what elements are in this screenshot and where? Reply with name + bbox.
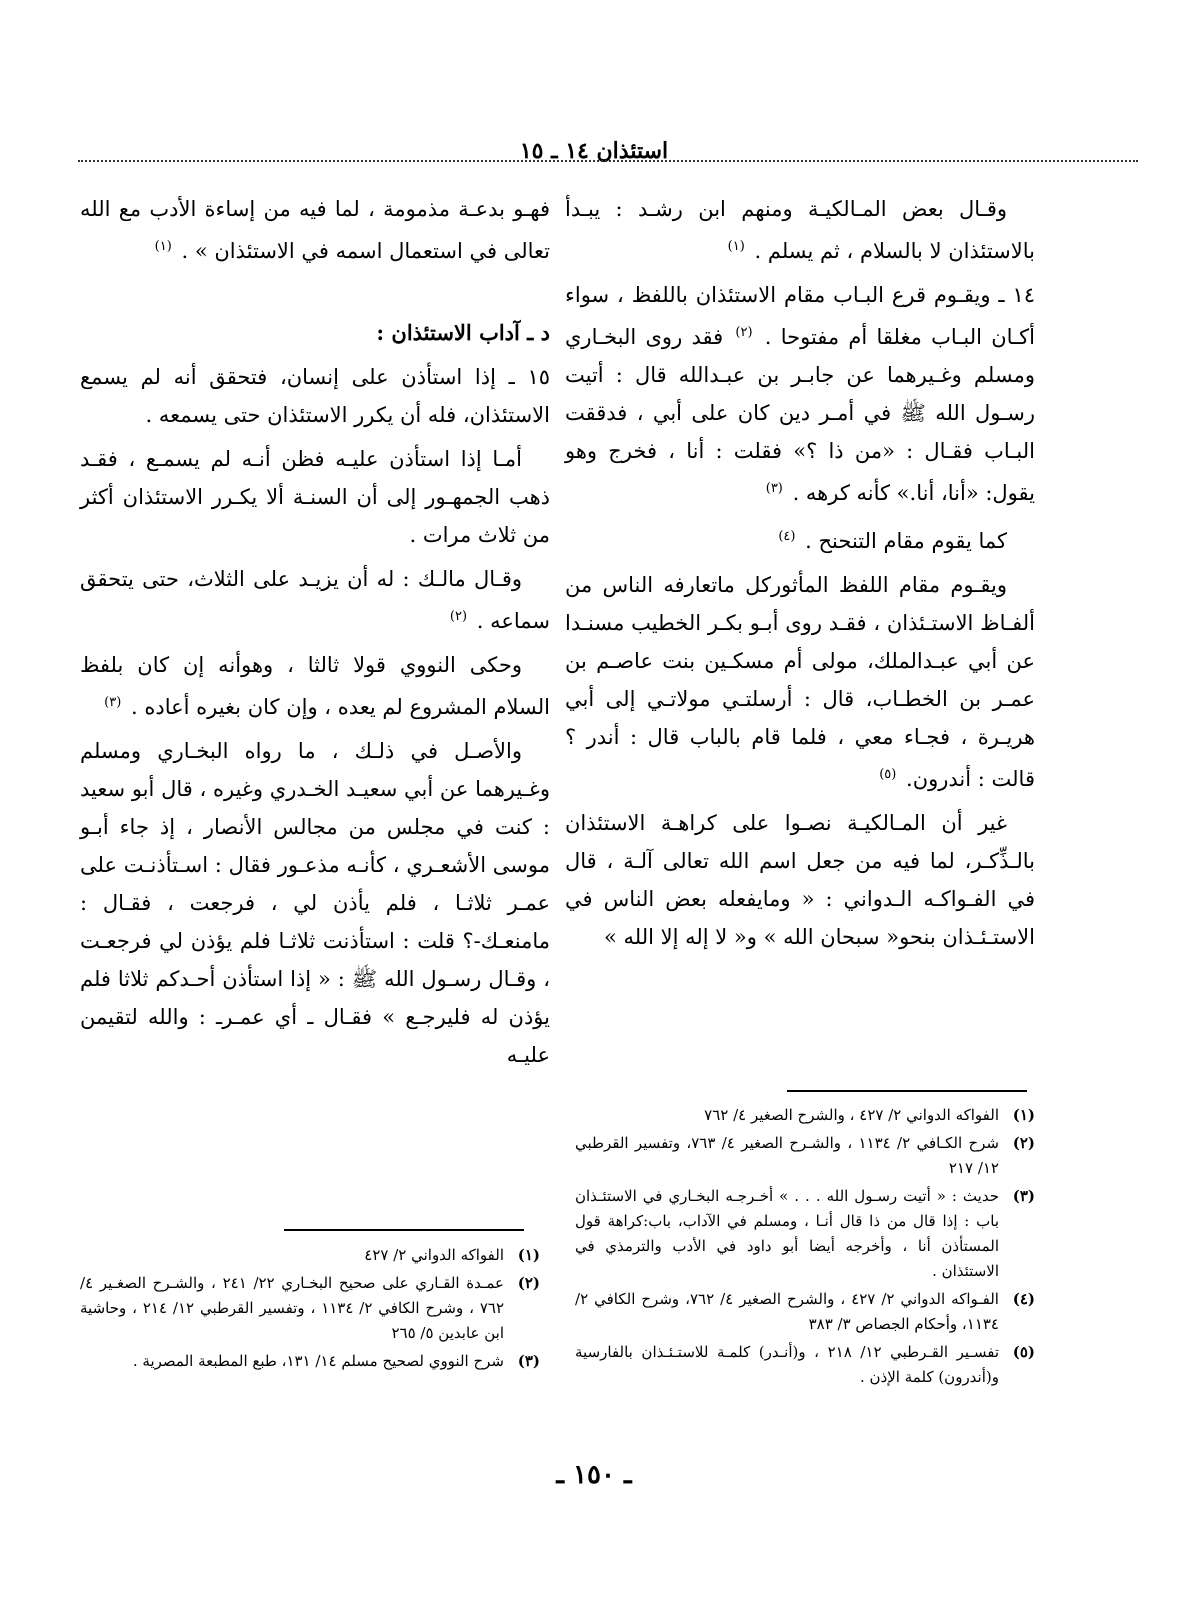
footnotes-left — [80, 1243, 540, 1377]
header-dotted-rule — [78, 160, 1138, 162]
footnote: (٢) عمـدة القـاري على صحيح البخـاري ٢٢/ ٢٤١ ، والشـرح الصغـير ٤/ ٧٦٢ ، وشرح الكافي ٢/ ١١٣٤ ، وتفسير القرطبي ١٢/ ٢١٤ ، وحاشية ابن عابدين ٥/ ٢٦٥ — [80, 1274, 540, 1342]
footnote-marker: (٣) — [104, 695, 122, 710]
paragraph: ١٤ ـ ويقـوم قرع البـاب مقام الاستئذان باللفظ ، سواء أكـان البـاب مغلقا أم مفتوحا . $^{(٢)}$ فقد روى البخـاري ومسلم وغـيرهما عن جابـر بن عبـدالله قال : أتيت رسـول الله ﷺ في أمـر دين كان على أبي ، فدققت البـاب فقـال : «من ذا ؟» فقلت : أنا ، فخرج وهو يقول: «أنا، أنا.» كأنه كرهه . $^{(٣)}$ — [565, 283, 1035, 505]
footnote-marker: (٢) — [449, 609, 468, 624]
footnote: (٤) الفـواكه الدواني ٢/ ٤٢٧ ، والشرح الصغير ٤/ ٧٦٢، وشرح الكافي ٢/ ١١٣٤، وأحكام الجصاص ٣/ ٣٨٣ — [575, 1290, 1035, 1333]
paragraph: وحكى النووي قولا ثالثا ، وهوأنه إن كان بلفظ السلام المشروع لم يعده ، وإن كان بغيره أعاده . $^{(٣)}$ — [80, 653, 550, 719]
section-heading: د ـ آداب الاستئذان : — [376, 320, 550, 345]
paragraph: والأصـل في ذلـك ، ما رواه البخـاري ومسلم وغـيرهما عن أبي سعيـد الخـدري وغيره ، قال أبو سعيد : كنت في مجلس من مجالس الأنصار ، إذ جاء أبـو موسى الأشعـري ، كأنـه مذعـور فقال : اسـتأذنـت على عمـر ثلاثـا ، فلم يأذن لي ، فرجعت ، فقـال : مامنعـك-؟ قلت : استأذنت ثلاثـا فلم يؤذن لي فرجعـت ، وقـال رسـول الله ﷺ : « إذا استأذن أحـدكم ثلاثا فلم يؤذن له فليرجـع » فقـال ـ أي عمـرـ : والله لتقيمن عليـه — [80, 739, 550, 1067]
footnote-marker: (٢) — [735, 325, 753, 340]
paragraph: ويقـوم مقام اللفظ المأثوركل ماتعارفه الناس من ألفـاظ الاستـئذان ، فقـد روى أبـو بكـر الخطيب مسنـدا عن أبي عبـدالملك، مولى أم مسكـين بنت عاصـم بن عمـر بن الخطـاب، قال : أرسلتـي مولاتـي إلى أبي هريـرة ، فجـاء معي ، فلما قام بالباب قال : أندر ؟ قالت : أندرون. $^{(٥)}$ — [565, 573, 1035, 791]
footnote-marker: (٤) — [778, 529, 796, 544]
footnote-marker: (٥) — [879, 767, 897, 782]
right-column — [565, 190, 1035, 962]
footnote-rule — [284, 1229, 524, 1231]
paragraph: فهـو بدعـة مذمومة ، لما فيه من إساءة الأدب مع الله تعالى في استعمال اسمه في الاستئذان » . $^{(١)}$ — [80, 197, 550, 263]
footnote: (١) الفواكه الدواني ٢/ ٤٢٧ — [364, 1246, 540, 1264]
footnote-marker: (٣) — [765, 481, 783, 496]
footnote: (٢) شرح الكـافي ٢/ ١١٣٤ ، والشـرح الصغير ٤/ ٧٦٣، وتفسير القرطبي ١٢/ ٢١٧ — [575, 1134, 1035, 1177]
paragraph: أمـا إذا استأذن عليـه فظن أنـه لم يسمـع ، فقـد ذهب الجمهـور إلى أن السنـة ألا يكـرر الاستئذان أكثر من ثلاث مرات . — [80, 447, 550, 547]
footnote: (١) الفواكه الدواني ٢/ ٤٢٧ ، والشرح الصغير ٤/ ٧٦٢ — [704, 1106, 1035, 1124]
footnote: (٣) شرح النووي لصحيح مسلم ١٤/ ١٣١، طبع المطبعة المصرية . — [132, 1352, 540, 1370]
paragraph: كما يقوم مقام التنحنح . $^{(٤)}$ — [778, 529, 1007, 553]
paragraph: غير أن المـالكيـة نصـوا على كراهـة الاستئذان بالـذِّكـر، لما فيه من جعل اسم الله تعالى آلـة ، قال في الفـواكـه الـدواني : « ومايفعله بعض الناس في الاستـئـذان بنحو« سبحان الله » و« لا إله إلا الله » — [565, 811, 1035, 949]
left-column — [80, 190, 550, 1080]
paragraph: ١٥ ـ إذا استأذن على إنسان، فتحقق أنه لم يسمع الاستئذان، فله أن يكرر الاستئذان حتى يسمعه . — [80, 365, 550, 427]
paragraph: وقـال مالـك : له أن يزيـد على الثلاث، حتى يتحقق سماعه . $^{(٢)}$ — [80, 567, 550, 633]
footnote: (٥) تفسـير القـرطبي ١٢/ ٢١٨ ، و(أنـدر) كلمـة للاستـئـذان بالفارسية و(أندرون) كلمة الإذن . — [575, 1343, 1035, 1386]
footnote-marker: (١) — [727, 239, 745, 254]
footnote-rule — [787, 1090, 1027, 1092]
page-number: ـ ١٥٠ ـ — [556, 1460, 632, 1490]
footnote-marker: (١) — [154, 239, 172, 254]
paragraph: وقـال بعض المـالكيـة ومنهم ابن رشـد : يبـدأ بالاستئذان لا بالسلام ، ثم يسلم . $^{(١)}$ — [565, 197, 1035, 263]
running-header: استئذان ١٤ ـ ١٥ — [519, 138, 669, 164]
footnotes-right — [575, 1103, 1035, 1393]
footnote: (٣) حديث : « أتيت رسـول الله . . . » أخـرجـه البخـاري في الاستئـذان باب : إذا قال من ذا قال أنـا ، ومسلم في الآداب، باب:كراهة قول المستأذن أنا ، وأخرجه أيضا أبو داود في الأدب والترمذي في الاستئذان . — [575, 1187, 1035, 1280]
